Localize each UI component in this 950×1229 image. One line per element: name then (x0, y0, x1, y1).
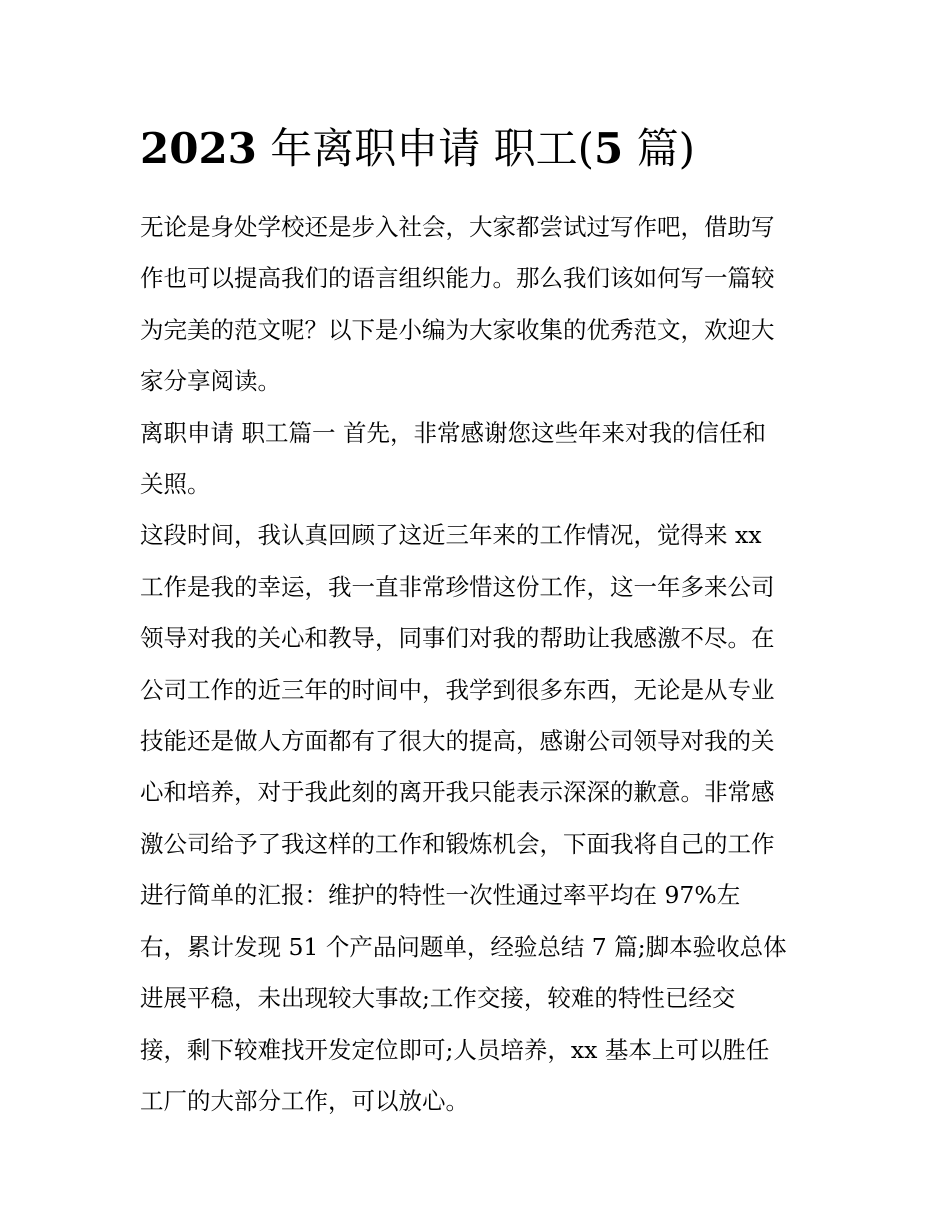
title-end: 篇) (636, 124, 695, 173)
text-line: 心和培养，对于我此刻的离开我只能表示深深的歉意。非常感 (140, 778, 775, 807)
text-line: 接，剩下较难找开发定位即可;人员培养，xx 基本上可以胜任 (140, 1035, 770, 1064)
text-line: 无论是身处学校还是步入社会，大家都尝试过写作吧，借助写 (140, 213, 775, 241)
text-line: 右，累计发现 51 个产品问题单，经验总结 7 篇;脚本验收总体 (140, 932, 787, 961)
title-number: 5 (594, 124, 624, 173)
paragraph-intro (140, 202, 820, 408)
text-line: 关照。 (140, 470, 211, 499)
document-title (140, 118, 820, 180)
title-text: 年离职申请 职工( (270, 124, 595, 173)
text-line: 家分享阅读。 (140, 367, 281, 396)
text-line: 作也可以提高我们的语言组织能力。那么我们该如何写一篇较 (140, 264, 775, 293)
paragraph-opening (140, 408, 820, 511)
document-page (140, 118, 820, 1127)
text-line: 领导对我的关心和教导，同事们对我的帮助让我感激不尽。在 (140, 624, 775, 653)
text-line: 工厂的大部分工作，可以放心。 (140, 1086, 469, 1115)
text-line: 离职申请 职工篇一 首先，非常感谢您这些年来对我的信任和 (140, 418, 766, 447)
text-line: 技能还是做人方面都有了很大的提高，感谢公司领导对我的关 (140, 727, 775, 756)
text-line: 激公司给予了我这样的工作和锻炼机会，下面我将自己的工作 (140, 829, 775, 858)
text-line: 工作是我的幸运，我一直非常珍惜这份工作，这一年多来公司 (140, 572, 775, 601)
text-line: 进展平稳，未出现较大事故;工作交接，较难的特性已经交 (140, 984, 736, 1013)
text-line: 为完美的范文呢？以下是小编为大家收集的优秀范文，欢迎大 (140, 315, 775, 344)
paragraph-body (140, 510, 820, 1127)
text-line: 进行简单的汇报：维护的特性一次性通过率平均在 97%左 (140, 881, 741, 910)
text-line: 公司工作的近三年的时间中，我学到很多东西，无论是从专业 (140, 675, 775, 704)
title-year: 2023 (140, 124, 257, 173)
text-line: 这段时间，我认真回顾了这近三年来的工作情况，觉得来 xx (140, 521, 762, 550)
